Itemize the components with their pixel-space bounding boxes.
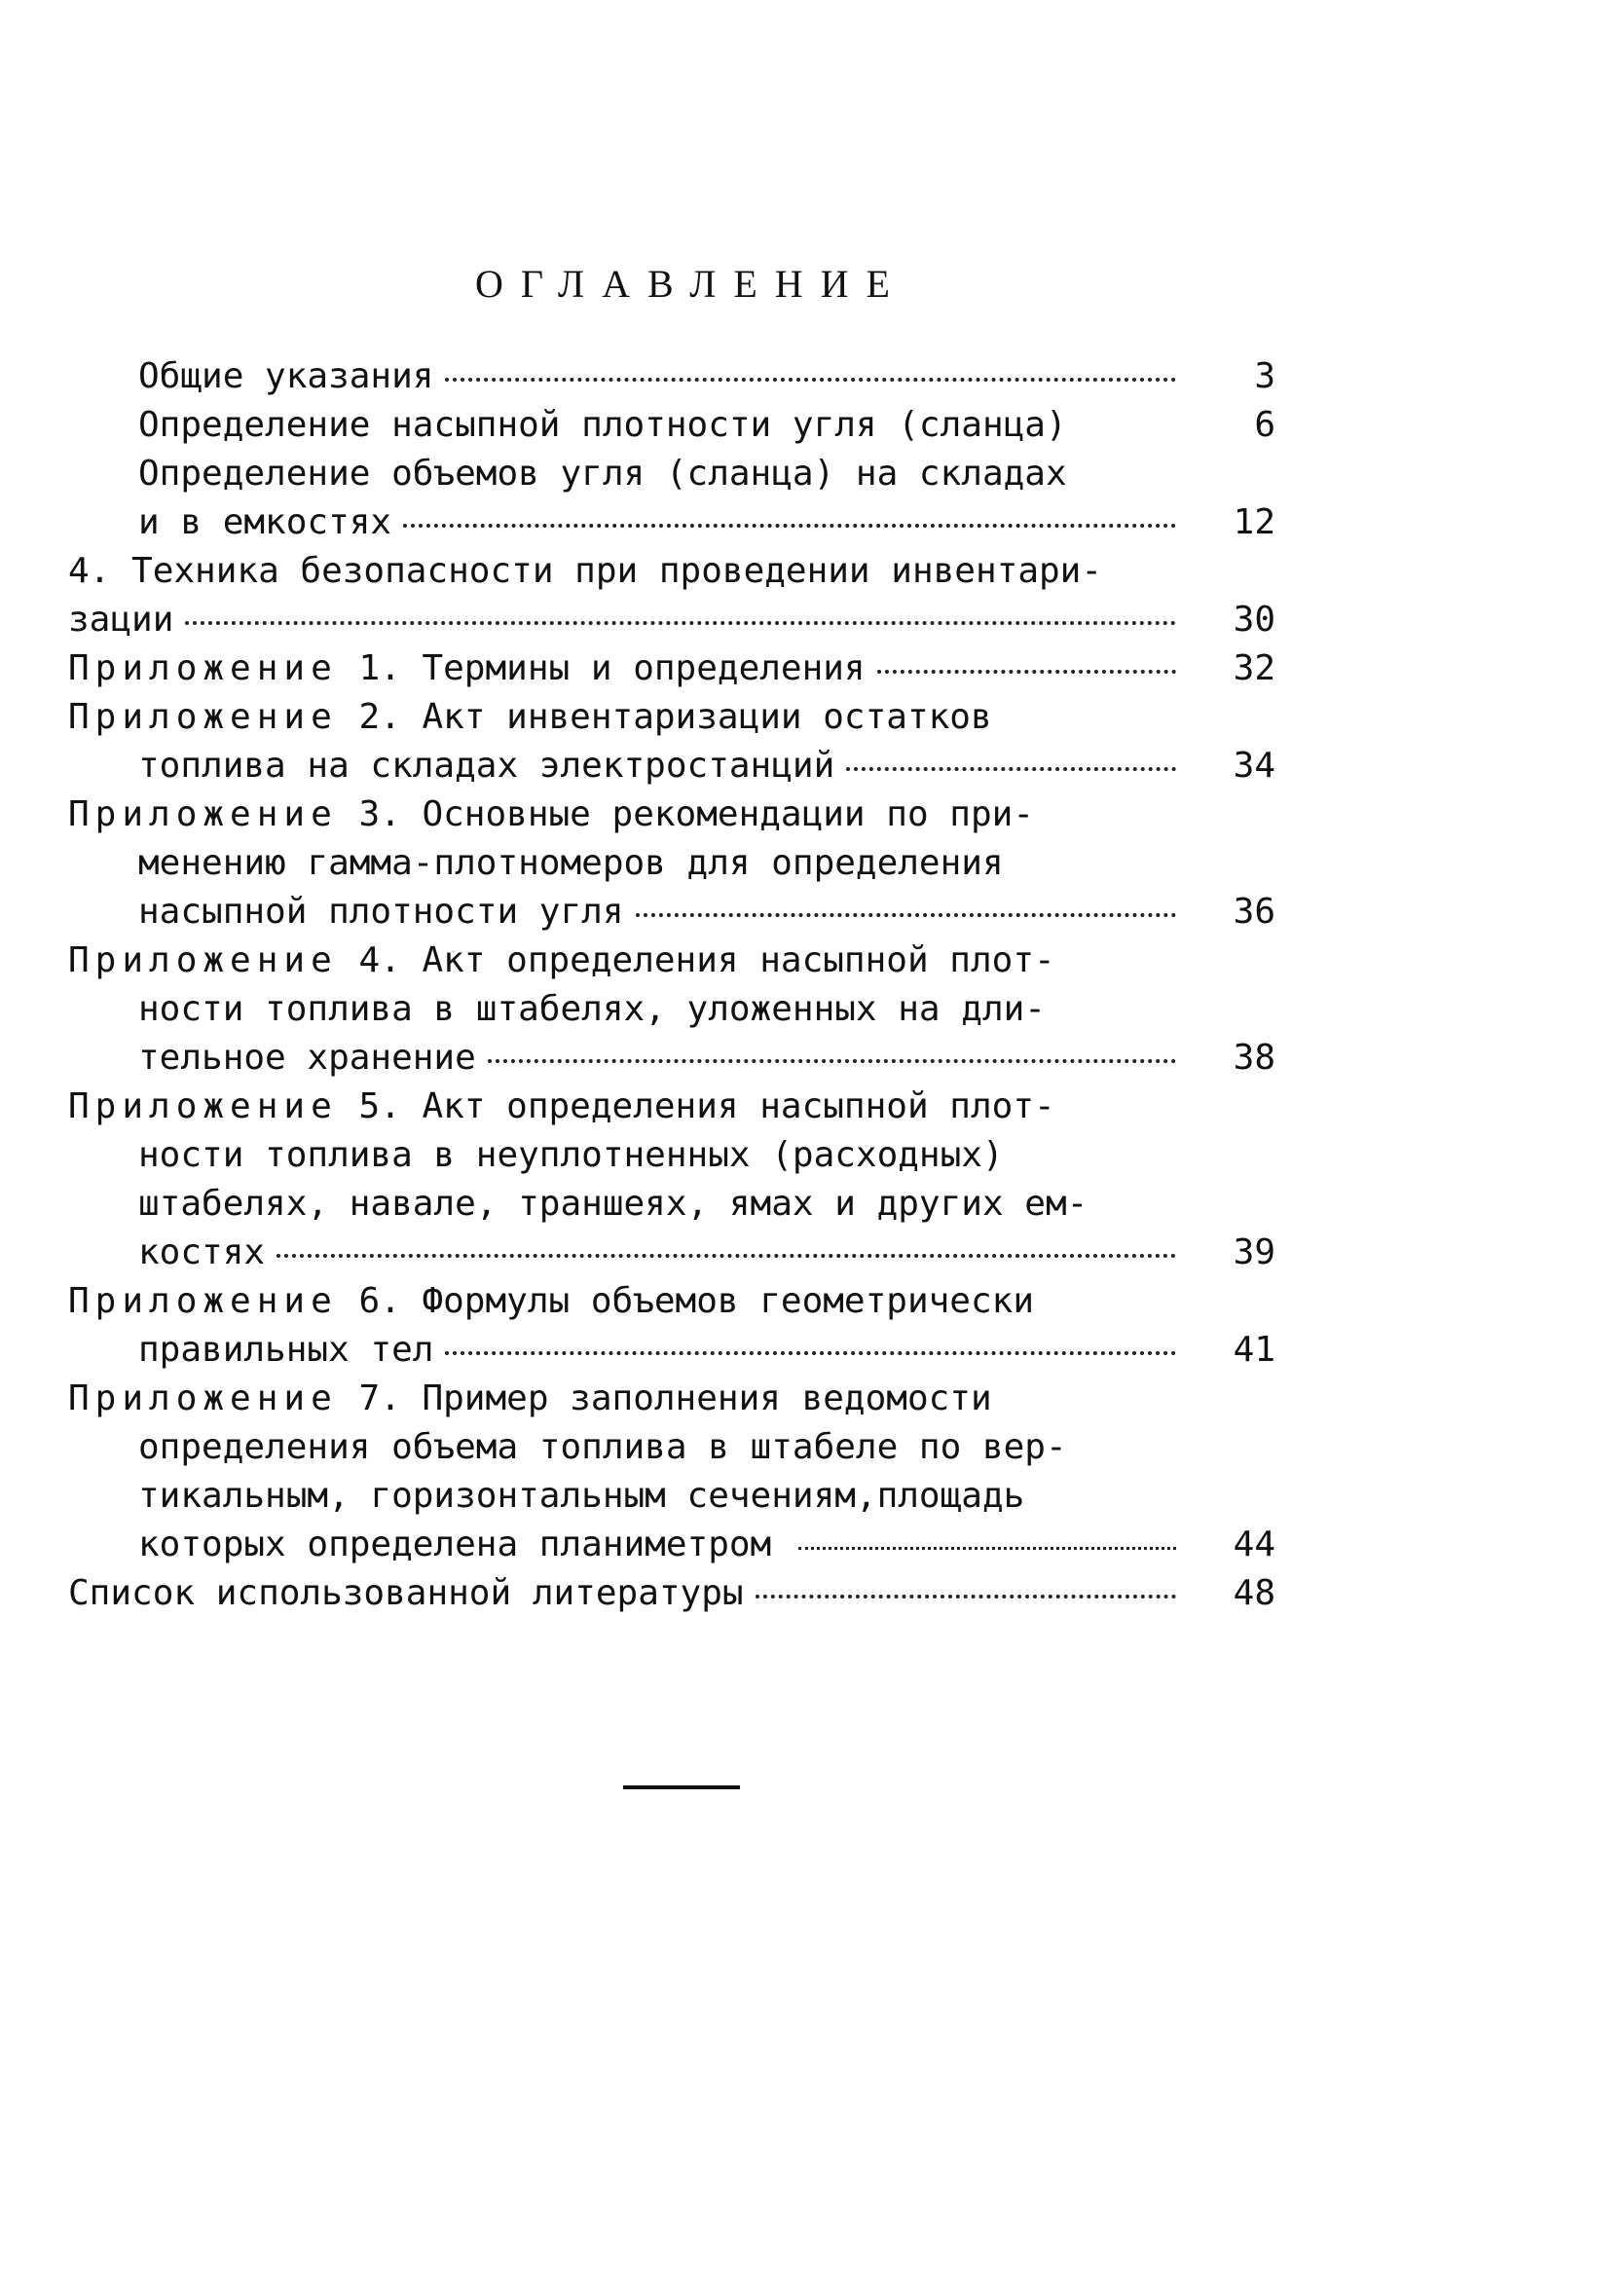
dot-leader <box>185 621 1176 625</box>
toc-entry-line <box>68 1083 1275 1131</box>
page-number: 12 <box>1233 502 1275 542</box>
toc-entry-text: тельное хранение <box>138 1038 476 1078</box>
toc-entry-text: 4. Техника безопасности при проведении инвентари- <box>68 551 1103 591</box>
closing-rule <box>623 1785 740 1789</box>
appendix-label: Приложение <box>68 794 338 834</box>
page-number: 44 <box>1233 1525 1275 1564</box>
toc-entry-text: костях <box>138 1232 266 1272</box>
toc-entry-line <box>68 937 1275 985</box>
page-number: 41 <box>1233 1330 1275 1370</box>
page-number: 6 <box>1254 405 1275 445</box>
toc-entry-line <box>68 1569 1275 1618</box>
toc-entry <box>68 644 1275 693</box>
page-number: 30 <box>1233 600 1275 640</box>
toc-entry-line <box>68 596 1275 644</box>
dot-leader <box>277 1254 1176 1258</box>
toc-entry <box>68 1375 1275 1569</box>
toc-entry-text: 7. Пример заполнения ведомости <box>358 1378 992 1418</box>
dot-leader <box>445 1351 1176 1355</box>
toc-entry-text: Список использованной литературы <box>68 1573 744 1613</box>
page-number: 32 <box>1233 648 1275 688</box>
toc-entry-text: Определение объемов угля (сланца) на складах <box>138 454 1067 494</box>
toc-entry-text: 4. Акт определения насыпной плот- <box>358 940 1055 980</box>
toc-entry <box>68 790 1275 937</box>
dot-leader <box>798 1547 1176 1550</box>
toc-entry-line <box>68 498 1275 547</box>
toc-entry-text: Общие указания <box>138 356 434 396</box>
toc-entry-line <box>68 1326 1275 1375</box>
toc-entry-text: ности топлива в неуплотненных (расходных) <box>138 1135 1004 1175</box>
toc-entry-line <box>68 1472 1275 1521</box>
toc-entry-line <box>68 352 1275 401</box>
toc-entry-text: ности топлива в штабелях, уложенных на дли- <box>138 989 1046 1029</box>
toc-entry <box>68 693 1275 790</box>
toc-entry-line <box>68 790 1275 839</box>
toc-entry-text: 3. Основные рекомендации по при- <box>358 794 1034 834</box>
table-of-contents <box>68 352 1275 1618</box>
toc-entry-text: и в емкостях <box>138 502 392 542</box>
toc-entry-line <box>68 888 1275 937</box>
appendix-label: Приложение <box>68 648 338 688</box>
toc-entry-line <box>68 985 1275 1034</box>
dot-leader <box>488 1059 1176 1063</box>
toc-entry-text: тикальным, горизонтальным сечениям,площадь <box>138 1476 1025 1516</box>
toc-entry-text: топлива на складах электростанций <box>138 746 835 786</box>
toc-entry <box>68 1083 1275 1277</box>
toc-entry-text: зации <box>68 600 174 640</box>
toc-entry-text: штабелях, навале, траншеях, ямах и других ем- <box>138 1184 1089 1224</box>
dot-leader <box>403 524 1176 528</box>
toc-entry-text: 6. Формулы объемов геометрически <box>358 1281 1034 1321</box>
toc-entry-line <box>68 450 1275 498</box>
toc-entry-text: 2. Акт инвентаризации остатков <box>358 697 992 737</box>
toc-entry <box>68 1277 1275 1375</box>
toc-entry-line <box>68 742 1275 790</box>
toc-entry <box>68 1569 1275 1618</box>
dot-leader <box>756 1595 1176 1598</box>
page-number: 39 <box>1233 1232 1275 1272</box>
page-number: 48 <box>1233 1573 1275 1613</box>
toc-entry-text: 5. Акт определения насыпной плот- <box>358 1086 1055 1126</box>
toc-entry <box>68 450 1275 547</box>
toc-entry <box>68 352 1275 401</box>
page-number: 36 <box>1233 892 1275 932</box>
page-number: 34 <box>1233 746 1275 786</box>
toc-entry-line <box>68 1229 1275 1277</box>
toc-entry-line <box>68 1277 1275 1326</box>
toc-entry-line <box>68 1423 1275 1472</box>
toc-entry-text: правильных тел <box>138 1330 434 1370</box>
toc-entry-text: 1. Термины и определения <box>358 648 866 688</box>
toc-entry-line <box>68 839 1275 888</box>
appendix-label: Приложение <box>68 697 338 737</box>
appendix-label: Приложение <box>68 1086 338 1126</box>
page-number: 38 <box>1233 1038 1275 1078</box>
dot-leader <box>636 913 1177 917</box>
dot-leader <box>846 767 1176 771</box>
toc-entry-line <box>68 1521 1275 1569</box>
toc-entry-text: менению гамма-плотномеров для определения <box>138 843 1004 883</box>
appendix-label: Приложение <box>68 1281 338 1321</box>
toc-entry <box>68 401 1275 450</box>
toc-entry <box>68 547 1275 644</box>
toc-entry-text: Определение насыпной плотности угля (сланца) <box>138 405 1067 445</box>
toc-entry-line <box>68 1180 1275 1229</box>
toc-entry-text: определения объема топлива в штабеле по вер- <box>138 1427 1067 1467</box>
toc-entry-line <box>68 401 1275 450</box>
toc-entry-line <box>68 1375 1275 1423</box>
toc-entry-line <box>68 1034 1275 1083</box>
toc-entry-line <box>68 1131 1275 1180</box>
page-number: 3 <box>1254 356 1275 396</box>
page-title: ОГЛАВЛЕНИЕ <box>475 262 907 306</box>
appendix-label: Приложение <box>68 940 338 980</box>
toc-entry-line <box>68 693 1275 742</box>
toc-entry-text: насыпной плотности угля <box>138 892 624 932</box>
appendix-label: Приложение <box>68 1378 338 1418</box>
dot-leader <box>877 670 1176 674</box>
toc-entry-line <box>68 547 1275 596</box>
dot-leader <box>445 378 1176 382</box>
toc-entry-line <box>68 644 1275 693</box>
toc-entry-text: которых определена планиметром <box>138 1525 772 1564</box>
toc-entry <box>68 937 1275 1083</box>
